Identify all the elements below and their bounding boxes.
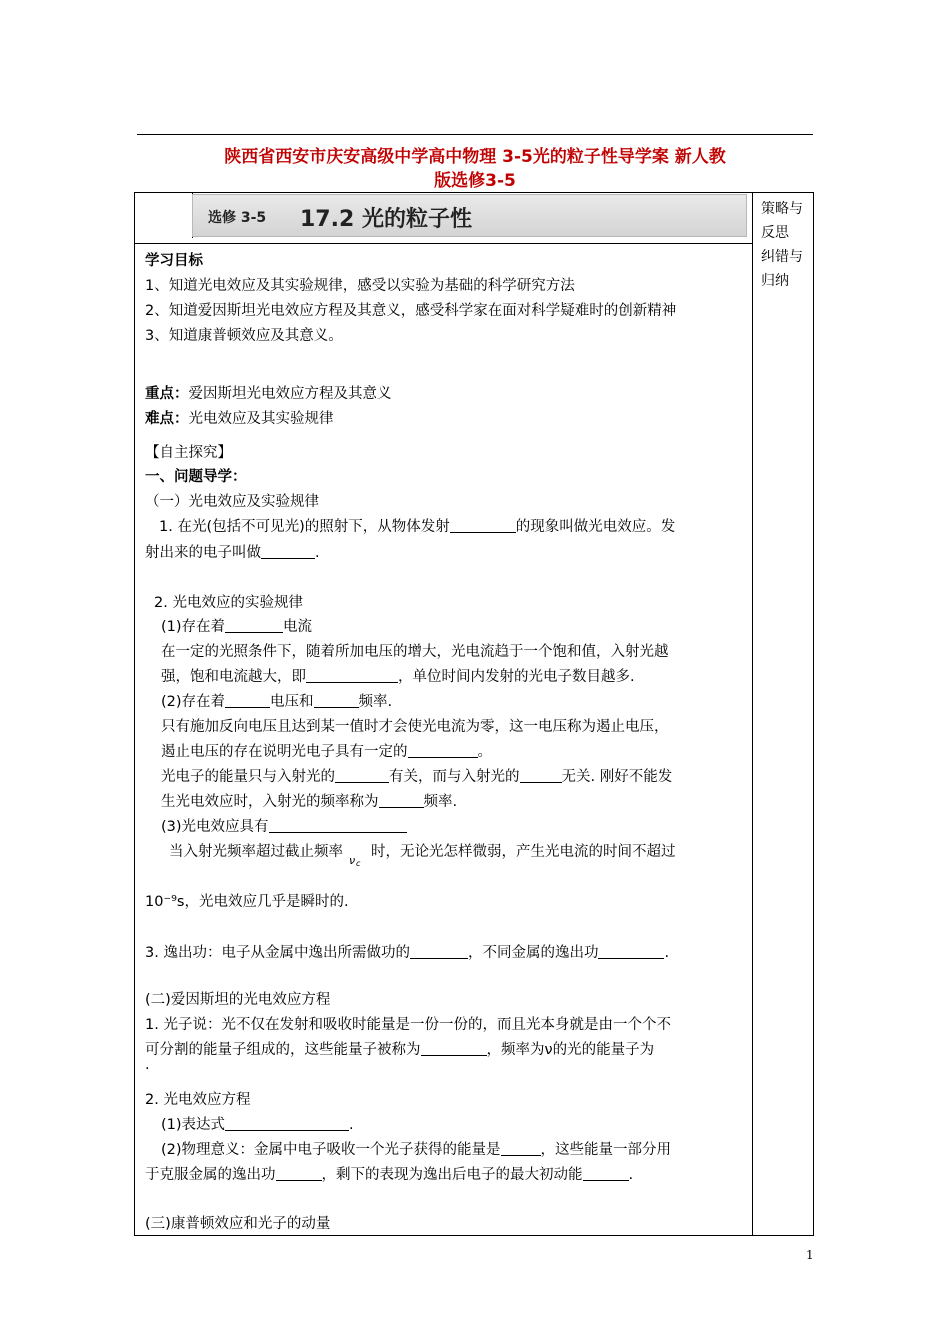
equation-meaning-1 [161,1138,671,1159]
answer-blank[interactable] [335,769,389,783]
self-study-heading: 【自主探究】 [145,445,232,461]
lesson-banner [192,194,747,237]
text-run: 生光电效应时，入射光的频率称为 [161,794,379,810]
photon-theory-line-3: . [145,1057,150,1073]
text-run: (3)光电效应具有 [161,819,269,835]
text-run: 频率. [423,794,458,810]
header-row-rule [135,243,752,244]
answer-blank[interactable] [408,744,478,758]
rule-2-text-2 [161,740,492,761]
question-1-line-1 [159,515,675,536]
subsection-2-heading: (二)爱因斯坦的光电效应方程 [145,992,331,1008]
text-run: ，单位时间内发射的光电子数目越多. [398,669,635,685]
rule-1 [161,615,312,636]
text-run: 于克服金属的逸出功 [145,1167,276,1183]
guided-questions-heading: 一、问题导学： [145,469,247,485]
photon-theory-line-1: 1. 光子说：光不仅在发射和吸收时能量是一份一份的，而且光本身就是由一个个不 [145,1017,671,1033]
equation-meaning-2 [145,1163,633,1184]
text-run: 无关. 刚好不能发 [561,769,673,785]
worksheet-table [134,192,814,1236]
equation-expression [161,1113,354,1134]
rule-3 [161,815,407,836]
text-run: . [628,1167,634,1183]
text-run: 。 [477,744,492,760]
answer-blank[interactable] [261,545,315,559]
answer-blank[interactable] [225,619,283,633]
text-run: 当入射光频率超过截止频率 [169,844,343,860]
title-line-2: 版选修3-5 [434,171,516,191]
rule-3-text-2: 10⁻⁹s，光电效应几乎是瞬时的. [145,894,349,910]
equation-heading: 2. 光电效应方程 [145,1092,251,1108]
text-run: (1)存在着 [161,619,226,635]
side-heading-2: 纠错与归纳 [761,249,803,289]
answer-blank[interactable] [379,794,424,808]
answer-blank[interactable] [225,1117,349,1131]
text-run: 的现象叫做光电效应。发 [515,519,676,535]
strategy-column-header [761,197,813,293]
header-rule [137,134,813,135]
objective-2: 2、知道爱因斯坦光电效应方程及其意义，感受科学家在面对科学疑难时的创新精神 [145,303,677,319]
nu-symbol: ν [349,854,356,867]
text-run: 电压和 [270,694,314,710]
banner-module: 选修 3-5 [208,210,267,226]
rule-2-text-1: 只有施加反向电压且达到某一值时才会使光电流为零，这一电压称为遏止电压， [161,719,669,735]
question-2-heading: 2. 光电效应的实验规律 [154,595,303,611]
text-run: . [664,945,670,961]
answer-blank[interactable] [421,1042,487,1056]
side-heading-1: 策略与反思 [761,201,803,241]
text-run: (1)表达式 [161,1117,226,1133]
answer-blank[interactable] [410,945,468,959]
rule-2-text-3 [161,765,672,786]
text-run: . [349,1117,354,1133]
key-point-text: 爱因斯坦光电效应方程及其意义 [188,386,392,402]
page-number: 1 [806,1248,814,1262]
answer-blank[interactable] [501,1142,541,1156]
document-title [137,145,813,193]
text-run: (2)存在着 [161,694,226,710]
column-divider [752,193,753,1235]
question-3 [145,941,669,962]
text-run: 时，无论光怎样微弱，产生光电流的时间不超过 [371,844,676,860]
answer-blank[interactable] [269,819,407,833]
text-run: . [315,545,320,561]
answer-blank[interactable] [450,519,516,533]
banner-lesson-title: 17.2 光的粒子性 [300,207,472,232]
answer-blank[interactable] [314,694,359,708]
difficulty [145,407,334,428]
text-run: 电流 [283,619,313,635]
rule-2-text-4 [161,790,457,811]
answer-blank[interactable] [276,1167,322,1181]
title-line-1: 陕西省西安市庆安高级中学高中物理 3-5光的粒子性导学案 新人教 [224,147,726,167]
text-run: 可分割的能量子组成的，这些能量子被称为 [145,1042,421,1058]
text-run: ，这些能量一部分用 [540,1142,672,1158]
subsection-3-heading: (三)康普顿效应和光子的动量 [145,1216,331,1232]
difficulty-label: 难点： [145,411,189,427]
text-run: (2)物理意义：金属中电子吸收一个光子获得的能量是 [161,1142,501,1158]
difficulty-text: 光电效应及其实验规律 [188,411,334,427]
answer-blank[interactable] [583,1167,629,1181]
text-run: 遏止电压的存在说明光电子具有一定的 [161,744,408,760]
nu-subscript: c [356,859,361,868]
text-run: 射出来的电子叫做 [145,545,261,561]
answer-blank[interactable] [306,669,398,683]
answer-blank[interactable] [598,945,664,959]
key-point [145,382,392,403]
rule-1-text-1: 在一定的光照条件下，随着所加电压的增大，光电流趋于一个饱和值，入射光越 [161,644,669,660]
text-run: 3. 逸出功：电子从金属中逸出所需做功的 [145,945,410,961]
subsection-1-heading: （一）光电效应及实验规律 [145,494,319,510]
rule-2 [161,690,392,711]
text-run: 强，饱和电流越大，即 [161,669,306,685]
rule-1-text-2 [161,665,635,686]
question-1-line-2 [145,541,320,562]
text-run: 1. 在光(包括不可见光)的照射下，从物体发射 [159,519,450,535]
rule-3-text-1 [169,840,676,868]
text-run: 光电子的能量只与入射光的 [161,769,335,785]
text-run: 频率. [358,694,393,710]
key-point-label: 重点： [145,386,189,402]
section-objectives-heading: 学习目标 [145,253,203,269]
text-run: ，剩下的表现为逸出后电子的最大初动能 [321,1167,583,1183]
answer-blank[interactable] [520,769,562,783]
objective-1: 1、知道光电效应及其实验规律，感受以实验为基础的科学研究方法 [145,278,575,294]
objective-3: 3、知道康普顿效应及其意义。 [145,328,343,344]
text-run: 有关，而与入射光的 [389,769,520,785]
text-run: ，不同金属的逸出功 [467,945,599,961]
answer-blank[interactable] [225,694,270,708]
cutoff-frequency-symbol [343,842,371,868]
text-run: ，频率为ν的光的能量子为 [486,1042,655,1058]
photon-theory-line-2 [145,1038,654,1059]
